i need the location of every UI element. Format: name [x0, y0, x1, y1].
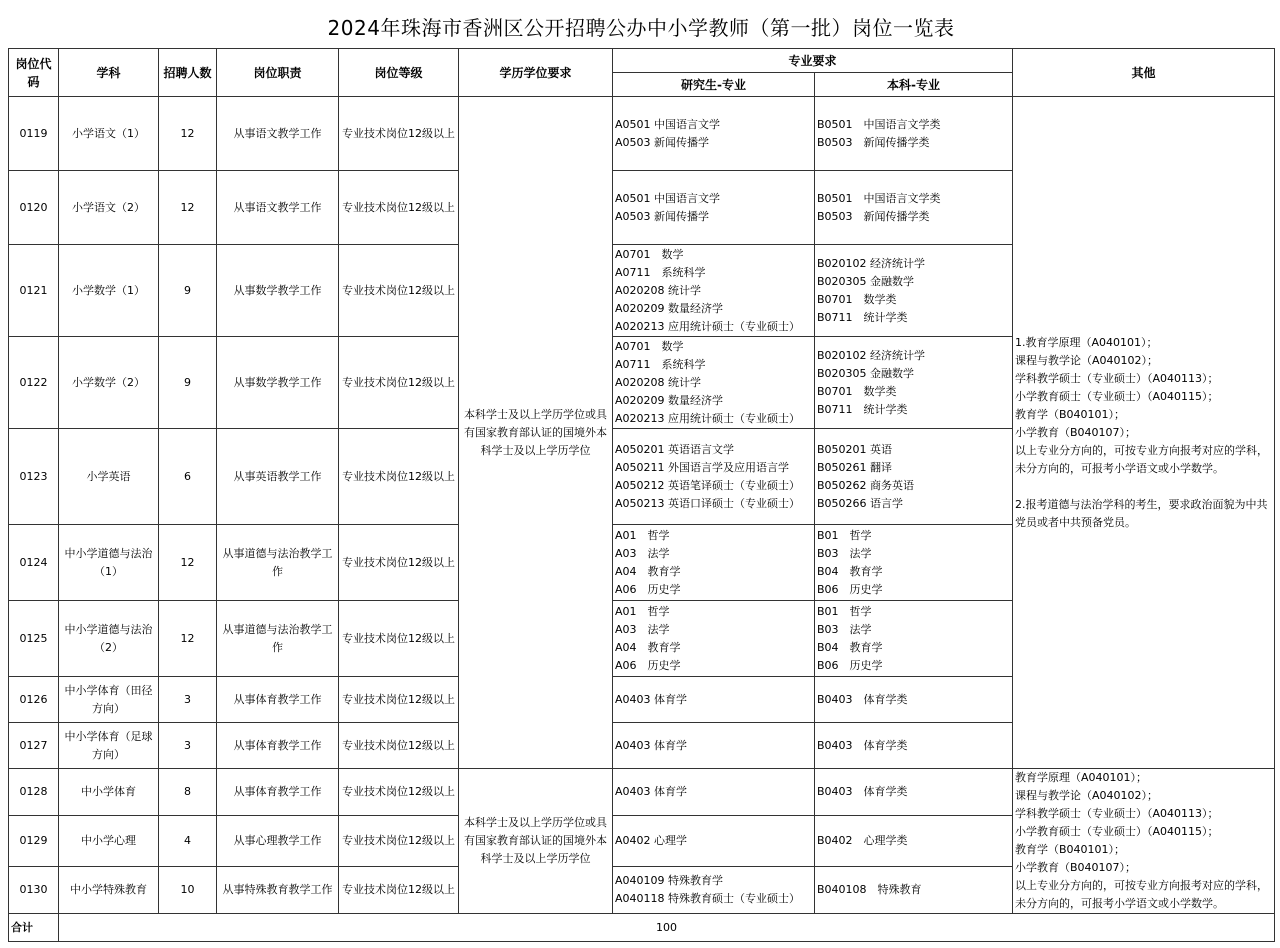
undergrad-majors	[815, 677, 1013, 723]
recruit-count: 10	[159, 867, 217, 914]
undergrad-major: B0711 统计学类	[817, 402, 908, 416]
other-note: 以上专业分方向的，可按专业方向报考对应的学科，未分方向的，可报考小学语文或小学数学。	[1015, 879, 1269, 910]
grad-major: A0711 系统科学	[615, 357, 706, 371]
undergrad-majors	[815, 769, 1013, 816]
position-code: 0129	[9, 815, 59, 866]
grad-major: A03 法学	[615, 622, 670, 636]
total-label: 合计	[9, 914, 59, 942]
grad-majors	[613, 601, 815, 677]
grad-major: A01 哲学	[615, 604, 670, 618]
page-title: 2024年珠海市香洲区公开招聘公办中小学教师（第一批）岗位一览表	[327, 15, 955, 40]
undergrad-majors	[815, 867, 1013, 914]
position-code: 0127	[9, 723, 59, 769]
grad-major: A050213 英语口译硕士（专业硕士）	[615, 496, 801, 510]
subject: 中小学道德与法治（1）	[59, 525, 159, 601]
grad-majors	[613, 245, 815, 337]
duty: 从事数学教学工作	[217, 337, 339, 429]
position-code: 0119	[9, 97, 59, 171]
other-note: 小学教育（B040107）；	[1015, 425, 1137, 439]
grad-major: A020209 数量经济学	[615, 301, 724, 315]
position-code: 0126	[9, 677, 59, 723]
grad-major: A040118 特殊教育硕士（专业硕士）	[615, 892, 801, 905]
header-major: 专业要求	[613, 49, 1013, 73]
header-duty: 岗位职责	[217, 49, 339, 97]
duty: 从事体育教学工作	[217, 723, 339, 769]
position-code: 0125	[9, 601, 59, 677]
position-code: 0121	[9, 245, 59, 337]
header-other: 其他	[1013, 49, 1275, 97]
undergrad-major: B04 教育学	[817, 640, 883, 654]
other-note: 教育学原理（A040101）；	[1015, 771, 1148, 784]
grad-major: A06 历史学	[615, 658, 681, 672]
undergrad-majors	[815, 601, 1013, 677]
grad-major: A04 教育学	[615, 640, 681, 654]
undergrad-major: B0403 体育学类	[817, 738, 908, 752]
subject: 小学数学（2）	[59, 337, 159, 429]
header-education: 学历学位要求	[459, 49, 613, 97]
grad-major: A0701 数学	[615, 247, 684, 261]
undergrad-major: B050201 英语	[817, 442, 893, 456]
header-subject: 学科	[59, 49, 159, 97]
grad-majors	[613, 723, 815, 769]
total-value: 100	[59, 914, 1275, 942]
undergrad-major: B03 法学	[817, 546, 872, 560]
undergrad-major: B0403 体育学类	[817, 784, 908, 798]
grad-majors	[613, 525, 815, 601]
grad-majors	[613, 171, 815, 245]
grad-major: A0701 数学	[615, 339, 684, 353]
subject: 小学数学（1）	[59, 245, 159, 337]
undergrad-major: B0711 统计学类	[817, 310, 908, 324]
other-note: 课程与教学论（A040102）；	[1015, 789, 1159, 802]
header-grad: 研究生-专业	[613, 73, 815, 97]
position-code: 0122	[9, 337, 59, 429]
grad-majors	[613, 815, 815, 866]
subject: 中小学体育（田径方向）	[59, 677, 159, 723]
other-note: 教育学（B040101）；	[1015, 407, 1126, 421]
duty: 从事英语教学工作	[217, 429, 339, 525]
grad-major: A0711 系统科学	[615, 265, 706, 279]
undergrad-major: B04 教育学	[817, 564, 883, 578]
grad-major: A01 哲学	[615, 528, 670, 542]
position-code: 0130	[9, 867, 59, 914]
undergrad-major: B06 历史学	[817, 658, 883, 672]
undergrad-major: B0701 数学类	[817, 384, 897, 398]
undergrad-major: B020305 金融数学	[817, 274, 915, 288]
position-level: 专业技术岗位12级以上	[339, 245, 459, 337]
grad-major: A0403 体育学	[615, 784, 688, 798]
recruit-count: 12	[159, 601, 217, 677]
position-level: 专业技术岗位12级以上	[339, 601, 459, 677]
table-row	[9, 97, 1275, 171]
undergrad-major: B040108 特殊教育	[817, 883, 922, 896]
header-level: 岗位等级	[339, 49, 459, 97]
duty: 从事数学教学工作	[217, 245, 339, 337]
position-level: 专业技术岗位12级以上	[339, 769, 459, 816]
grad-major: A050212 英语笔译硕士（专业硕士）	[615, 478, 801, 492]
grad-major: A03 法学	[615, 546, 670, 560]
grad-major: A050201 英语语言文学	[615, 442, 735, 456]
duty: 从事道德与法治教学工作	[217, 525, 339, 601]
grad-majors	[613, 769, 815, 816]
grad-major: A050211 外国语言学及应用语言学	[615, 460, 790, 474]
duty: 从事体育教学工作	[217, 677, 339, 723]
undergrad-major: B0503 新闻传播学类	[817, 135, 930, 149]
grad-major: A020208 统计学	[615, 375, 702, 389]
undergrad-major: B0701 数学类	[817, 292, 897, 306]
undergrad-major: B0501 中国语言文学类	[817, 191, 941, 205]
other-notes	[1013, 97, 1275, 769]
grad-major: A04 教育学	[615, 564, 681, 578]
undergrad-majors	[815, 525, 1013, 601]
recruit-count: 12	[159, 97, 217, 171]
position-level: 专业技术岗位12级以上	[339, 723, 459, 769]
position-level: 专业技术岗位12级以上	[339, 429, 459, 525]
undergrad-major: B050262 商务英语	[817, 478, 915, 492]
undergrad-major: B020102 经济统计学	[817, 348, 926, 362]
other-note: 小学教育硕士（专业硕士）（A040115）；	[1015, 825, 1219, 838]
undergrad-major: B050261 翻译	[817, 460, 893, 474]
grad-major: A040109 特殊教育学	[615, 874, 724, 887]
positions-table	[8, 48, 1275, 942]
total-row	[9, 914, 1275, 942]
other-note: 2.报考道德与法治学科的考生，要求政治面貌为中共党员或者中共预备党员。	[1015, 497, 1268, 529]
header-undergrad: 本科-专业	[815, 73, 1013, 97]
undergrad-major: B020102 经济统计学	[817, 256, 926, 270]
other-notes	[1013, 769, 1275, 914]
undergrad-majors	[815, 815, 1013, 866]
undergrad-majors	[815, 337, 1013, 429]
position-code: 0124	[9, 525, 59, 601]
subject: 小学英语	[59, 429, 159, 525]
subject: 中小学心理	[59, 815, 159, 866]
undergrad-major: B0403 体育学类	[817, 692, 908, 706]
undergrad-majors	[815, 429, 1013, 525]
undergrad-major: B03 法学	[817, 622, 872, 636]
undergrad-major: B020305 金融数学	[817, 366, 915, 380]
education-requirement: 本科学士及以上学历学位或具有国家教育部认证的国境外本科学士及以上学历学位	[459, 769, 613, 914]
duty: 从事特殊教育教学工作	[217, 867, 339, 914]
other-note	[1015, 478, 1272, 496]
duty: 从事心理教学工作	[217, 815, 339, 866]
other-note: 学科教学硕士（专业硕士）（A040113）；	[1015, 807, 1219, 820]
header-count: 招聘人数	[159, 49, 217, 97]
undergrad-majors	[815, 97, 1013, 171]
other-note: 教育学（B040101）；	[1015, 843, 1126, 856]
recruit-count: 3	[159, 677, 217, 723]
undergrad-major: B0402 心理学类	[817, 833, 908, 847]
position-code: 0123	[9, 429, 59, 525]
subject: 中小学特殊教育	[59, 867, 159, 914]
recruit-count: 12	[159, 525, 217, 601]
grad-majors	[613, 97, 815, 171]
subject: 中小学体育	[59, 769, 159, 816]
position-level: 专业技术岗位12级以上	[339, 867, 459, 914]
recruit-count: 6	[159, 429, 217, 525]
grad-major: A0503 新闻传播学	[615, 209, 710, 223]
grad-major: A020213 应用统计硕士（专业硕士）	[615, 411, 801, 425]
other-note: 小学教育（B040107）；	[1015, 861, 1137, 874]
subject: 小学语文（2）	[59, 171, 159, 245]
header-code: 岗位代码	[9, 49, 59, 97]
grad-major: A0403 体育学	[615, 692, 688, 706]
undergrad-major: B0501 中国语言文学类	[817, 117, 941, 131]
recruit-count: 8	[159, 769, 217, 816]
undergrad-majors	[815, 245, 1013, 337]
education-requirement: 本科学士及以上学历学位或具有国家教育部认证的国境外本科学士及以上学历学位	[459, 97, 613, 769]
subject: 中小学体育（足球方向）	[59, 723, 159, 769]
position-level: 专业技术岗位12级以上	[339, 171, 459, 245]
undergrad-majors	[815, 723, 1013, 769]
subject: 中小学道德与法治（2）	[59, 601, 159, 677]
position-code: 0120	[9, 171, 59, 245]
recruit-count: 12	[159, 171, 217, 245]
position-level: 专业技术岗位12级以上	[339, 815, 459, 866]
undergrad-major: B0503 新闻传播学类	[817, 209, 930, 223]
undergrad-major: B050266 语言学	[817, 496, 904, 510]
position-level: 专业技术岗位12级以上	[339, 337, 459, 429]
subject: 小学语文（1）	[59, 97, 159, 171]
undergrad-major: B01 哲学	[817, 528, 872, 542]
position-code: 0128	[9, 769, 59, 816]
grad-majors	[613, 429, 815, 525]
grad-major: A020213 应用统计硕士（专业硕士）	[615, 319, 801, 333]
duty: 从事道德与法治教学工作	[217, 601, 339, 677]
undergrad-major: B06 历史学	[817, 582, 883, 596]
grad-majors	[613, 867, 815, 914]
position-level: 专业技术岗位12级以上	[339, 97, 459, 171]
recruit-count: 9	[159, 245, 217, 337]
recruit-count: 4	[159, 815, 217, 866]
other-note: 以上专业分方向的，可按专业方向报考对应的学科，未分方向的，可报考小学语文或小学数学。	[1015, 443, 1269, 475]
grad-major: A0403 体育学	[615, 738, 688, 752]
undergrad-majors	[815, 171, 1013, 245]
duty: 从事体育教学工作	[217, 769, 339, 816]
grad-majors	[613, 677, 815, 723]
undergrad-major: B01 哲学	[817, 604, 872, 618]
other-note: 课程与教学论（A040102）；	[1015, 353, 1159, 367]
recruit-count: 3	[159, 723, 217, 769]
other-note: 1.教育学原理（A040101）；	[1015, 335, 1158, 349]
grad-major: A020209 数量经济学	[615, 393, 724, 407]
grad-major: A020208 统计学	[615, 283, 702, 297]
grad-majors	[613, 337, 815, 429]
other-note: 学科教学硕士（专业硕士）（A040113）；	[1015, 371, 1219, 385]
duty: 从事语文教学工作	[217, 97, 339, 171]
table-row	[9, 769, 1275, 816]
other-note: 小学教育硕士（专业硕士）（A040115）；	[1015, 389, 1219, 403]
grad-major: A06 历史学	[615, 582, 681, 596]
grad-major: A0402 心理学	[615, 833, 688, 847]
position-level: 专业技术岗位12级以上	[339, 677, 459, 723]
grad-major: A0503 新闻传播学	[615, 135, 710, 149]
duty: 从事语文教学工作	[217, 171, 339, 245]
grad-major: A0501 中国语言文学	[615, 191, 721, 205]
recruit-count: 9	[159, 337, 217, 429]
position-level: 专业技术岗位12级以上	[339, 525, 459, 601]
grad-major: A0501 中国语言文学	[615, 117, 721, 131]
